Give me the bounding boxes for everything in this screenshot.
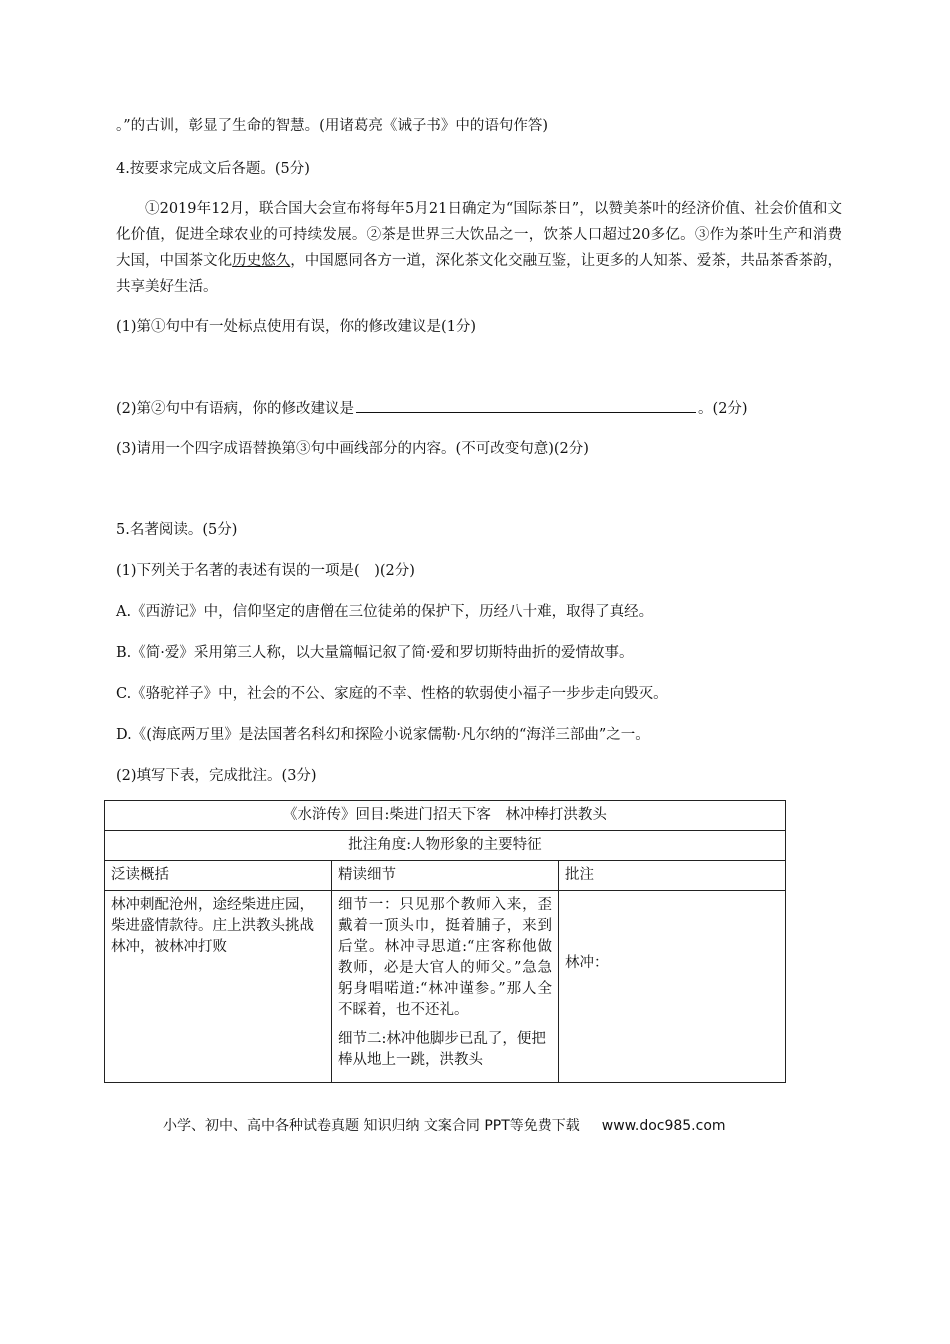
passage-part-a: ①2019年12月，联合国大会宣布将每年5月21日确定为“国际茶日”，以赞美茶叶的经济价值、社会价值和文化价值，促进全球农业的可持续发展。②茶是世界三大饮品之一，饮茶人口超过20多亿。③作为茶叶生产和消费大国，中国茶文化	[116, 201, 842, 269]
header-note: 批注	[559, 861, 786, 891]
question-4-sub2	[116, 398, 748, 419]
detail-two: 细节二:林冲他脚步已乱了，便把棒从地上一跳，洪教头	[338, 1031, 546, 1068]
question-4-sub1: (1)第①句中有一处标点使用有误，你的修改建议是(1分)	[116, 319, 477, 335]
passage-part-b: ，中国愿同各方一道，深化茶文化交融互鉴，让更多的人知茶、爱茶，共品茶香茶韵，共享美好生活。	[116, 253, 843, 295]
question-5-sub2: (2)填写下表，完成批注。(3分)	[116, 768, 317, 784]
detail-one: 细节一：只见那个教师入来，歪戴着一顶头巾，挺着脯子，来到后堂。林冲寻思道:“庄客称他做教师，必是大官人的师父。”急急躬身唱喏道:“林冲谨参。”那人全不睬着，也不还礼。	[338, 897, 552, 1018]
question-4-passage	[116, 196, 842, 300]
option-a: A.《西游记》中，信仰坚定的唐僧在三位徒弟的保护下，历经八十难，取得了真经。	[116, 604, 654, 620]
table-angle: 批注角度:人物形象的主要特征	[105, 831, 786, 861]
header-summary: 泛读概括	[105, 861, 332, 891]
table-title: 《水浒传》回目:柴进门招天下客 林冲棒打洪教头	[105, 801, 786, 831]
note-label: 林冲：	[565, 954, 609, 971]
sub2-score: 。(2分)	[698, 401, 748, 417]
option-b: B.《简·爱》采用第三人称，以大量篇幅记叙了简·爱和罗切斯特曲折的爱情故事。	[116, 645, 634, 661]
option-d: D.《(海底两万里》是法国著名科幻和探险小说家儒勒·凡尔纳的“海洋三部曲”之一。	[116, 727, 650, 743]
passage-underlined-phrase: 历史悠久	[232, 253, 291, 269]
sub2-prompt: (2)第②句中有语病，你的修改建议是	[116, 401, 355, 417]
summary-cell: 林冲刺配沧州，途经柴进庄园，柴进盛情款待。庄上洪教头挑战林冲，被林冲打败	[105, 891, 332, 1083]
question-5-sub1: (1)下列关于名著的表述有误的一项是( )(2分)	[116, 563, 415, 579]
question-4-title: 4.按要求完成文后各题。(5分)	[116, 161, 310, 177]
question-4-sub3: (3)请用一个四字成语替换第③句中画线部分的内容。(不可改变句意)(2分)	[116, 441, 589, 457]
answer-blank[interactable]	[356, 398, 696, 413]
footer-text: 小学、初中、高中各种试卷真题 知识归纳 文案合同 PPT等免费下载	[163, 1118, 580, 1134]
page-footer	[163, 1115, 726, 1135]
option-c: C.《骆驼祥子》中，社会的不公、家庭的不幸、性格的软弱使小福子一步步走向毁灭。	[116, 686, 668, 702]
note-cell[interactable]	[559, 891, 786, 1083]
continuation-line: 。”的古训，彰显了生命的智慧。(用诸葛亮《诫子书》中的语句作答)	[116, 118, 548, 134]
footer-url[interactable]: www.doc985.com	[601, 1118, 726, 1134]
question-5-title: 5.名著阅读。(5分)	[116, 522, 238, 538]
annotation-table	[104, 800, 786, 1083]
detail-cell	[332, 891, 559, 1083]
header-detail: 精读细节	[332, 861, 559, 891]
